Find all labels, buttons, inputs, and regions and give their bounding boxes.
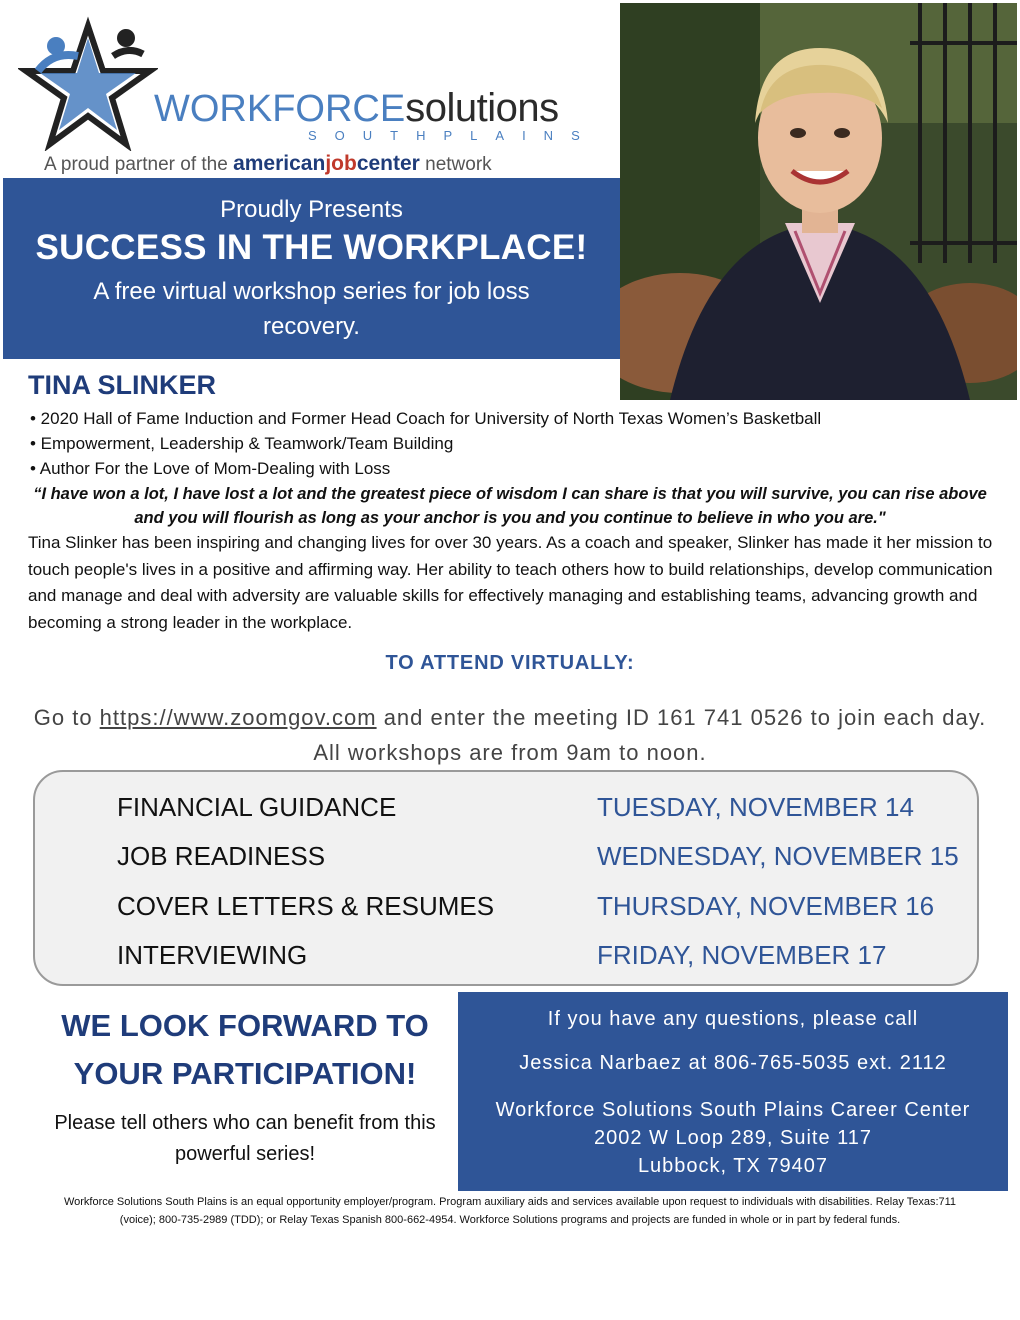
schedule-row: [35, 841, 977, 881]
closing-note: Please tell others who can benefit from this powerful series!: [54, 1112, 436, 1165]
speaker-photo: [620, 3, 1017, 400]
attend-heading: TO ATTEND VIRTUALLY:: [385, 652, 635, 674]
workshop-date: THURSDAY, NOVEMBER 16: [597, 891, 935, 921]
closing-headline: WE LOOK FORWARD TO YOUR PARTICIPATION!: [61, 1008, 429, 1091]
speaker-quote: “I have won a lot, I have lost a lot and the greatest piece of wisdom I can share is that you will survive, you can rise above and you will flourish as long as your anchor is you and you continue to believe in who you are.": [33, 485, 987, 527]
presents-text: Proudly Presents: [220, 196, 403, 223]
speaker-name: TINA SLINKER: [28, 370, 216, 400]
workshop-date: FRIDAY, NOVEMBER 17: [597, 940, 887, 970]
schedule-row: [35, 940, 977, 980]
title-banner: [3, 178, 620, 359]
star-people-icon: [18, 16, 158, 151]
logo-wordmark: WORKFORCEsolutions: [154, 86, 559, 130]
event-subtitle: A free virtual workshop series for job loss recovery.: [93, 278, 530, 340]
workshop-schedule: [33, 770, 979, 986]
logo-tagline: A proud partner of the americanjobcenter network: [44, 152, 492, 175]
contact-box: [458, 992, 1008, 1191]
speaker-bullet: • 2020 Hall of Fame Induction and Former Head Coach for University of North Texas Women’s Basketball: [30, 409, 822, 428]
workshop-date: WEDNESDAY, NOVEMBER 15: [597, 841, 959, 871]
workshop-name: JOB READINESS: [117, 841, 326, 871]
contact-street: 2002 W Loop 289, Suite 117: [593, 1127, 873, 1149]
speaker-bullet: • Empowerment, Leadership & Teamwork/Team Building: [30, 434, 454, 453]
schedule-row: [35, 891, 977, 931]
workshop-name: FINANCIAL GUIDANCE: [117, 792, 397, 822]
attend-instructions: Go to https://www.zoomgov.com and enter the meeting ID 161 741 0526 to join each day. All workshops are from 9am to noon.: [33, 705, 987, 765]
contact-phone: Jessica Narbaez at 806-765-5035 ext. 2112: [519, 1052, 947, 1074]
speaker-bio: Tina Slinker has been inspiring and changing lives for over 30 years. As a coach and speaker, Slinker has made it her mission to touch people's lives in a positive and affirming way. Her ability to teach others how to build relationships, develop communication and manage and deal with adversity are valuable skills for effectively managing and establishing teams, advancing growth and becoming a strong leader in the workplace.: [28, 533, 993, 632]
contact-city: Lubbock, TX 79407: [637, 1155, 829, 1177]
workshop-name: INTERVIEWING: [117, 940, 308, 970]
workforce-solutions-logo: [8, 8, 608, 178]
contact-intro: If you have any questions, please call: [547, 1008, 919, 1030]
workshop-date: TUESDAY, NOVEMBER 14: [597, 792, 914, 822]
workshop-name: COVER LETTERS & RESUMES: [117, 891, 495, 921]
schedule-row: [35, 792, 977, 832]
contact-address: [458, 1096, 1008, 1180]
logo-subtitle: SOUTHPLAINS: [308, 128, 598, 143]
zoomgov-link[interactable]: https://www.zoomgov.com: [99, 705, 377, 730]
contact-org: Workforce Solutions South Plains Career Center: [495, 1099, 971, 1121]
footer-disclaimer: Workforce Solutions South Plains is an equal opportunity employer/program. Program auxiliary aids and services available upon request to individuals with disabilities. Relay Texas:711 (voice); 800-735-2989 (TDD); or Relay Texas Spanish 800-662-4954. Workforce Solutions programs and projects are funded in whole or in part by federal funds.: [63, 1196, 957, 1226]
speaker-bullet: • Author For the Love of Mom-Dealing with Loss: [30, 459, 391, 478]
event-title: SUCCESS IN THE WORKPLACE!: [35, 228, 588, 267]
